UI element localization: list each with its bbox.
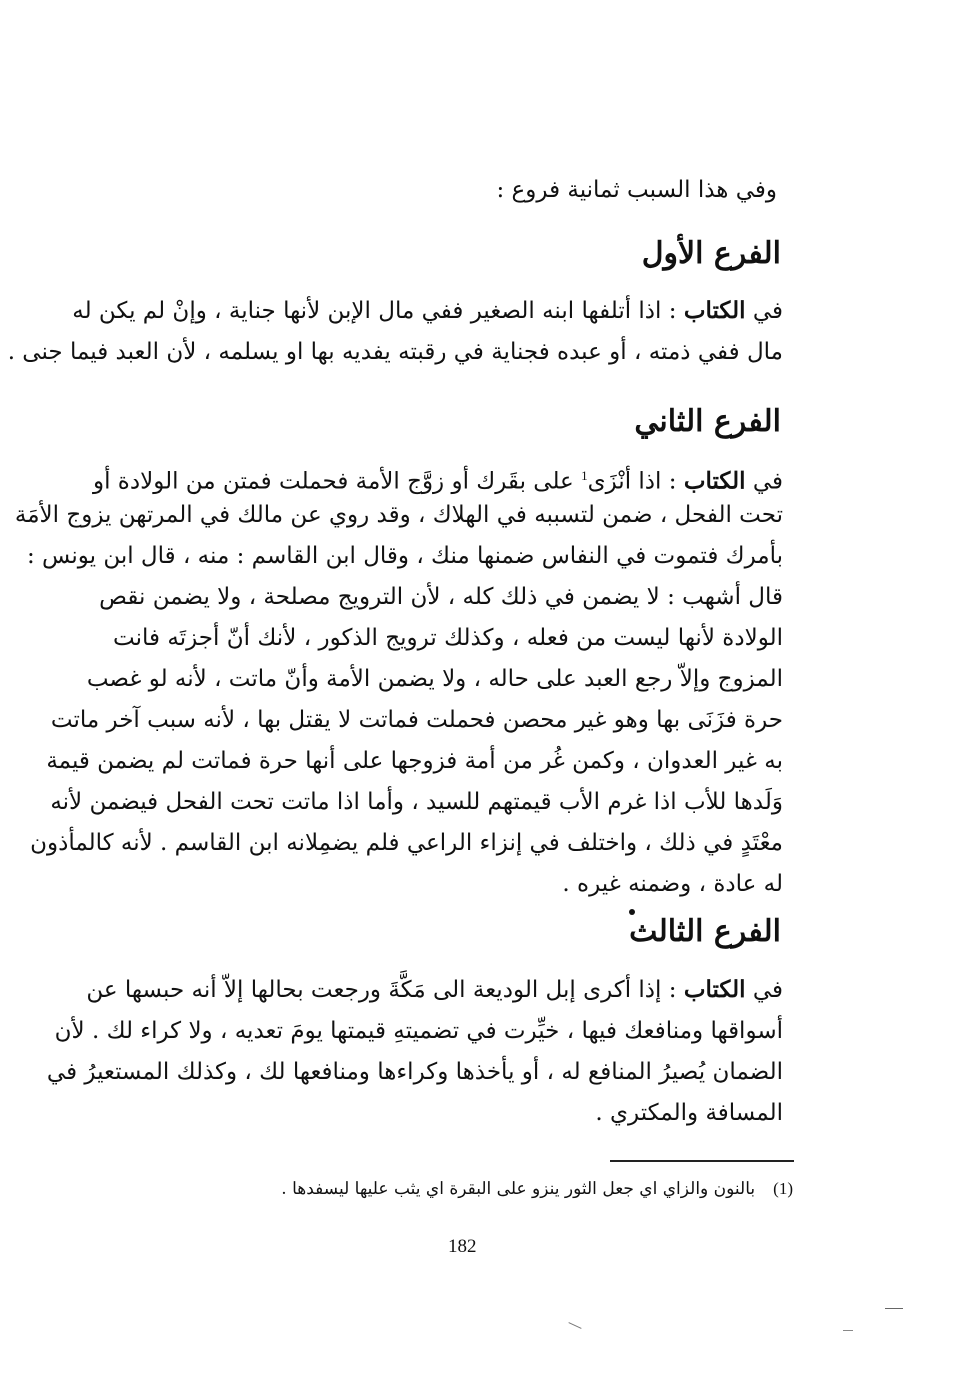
section-2-line-11: له عادة ، وضمنه غيره . <box>562 871 783 897</box>
section-1-line-2: مال ففي ذمته ، أو عبده فجناية في رقبته يفديه بها او يسلمه ، لأن العبد فيما جنى . <box>7 339 783 365</box>
keyword-kitab: الكتاب <box>683 467 746 495</box>
section-heading-2: الفرع الثاني <box>634 404 781 439</box>
footnote-reference[interactable]: 1 <box>581 468 588 483</box>
section-3-line-1: في الكتاب : إذا أكرى إبل الوديعة الى مَكَّةَ ورجعت بحالها إلاّ أنه حبسها عن <box>86 976 783 1003</box>
footnote-text: بالنون والزاي اي جعل الثور ينزو على البقرة اي يثب عليها ليسفدها . <box>281 1179 756 1199</box>
footnote-marker: (1) <box>773 1179 793 1198</box>
footnote-separator <box>610 1160 794 1162</box>
footnote <box>281 1176 793 1202</box>
page-number: 182 <box>448 1236 477 1257</box>
section-heading-3: الفرع الثالث <box>629 914 781 949</box>
section-3-line-2: أسواقها ومنافعك فيها ، خيِّرت في تضميتهِ قيمتها يومَ تعديه ، ولا كراء لك . لأن <box>54 1018 783 1044</box>
section-2-line-4: قال أشهب : لا يضمن في ذلك كله ، لأن الترويج مصلحة ، ولا يضمن نقص <box>99 584 783 610</box>
section-2-line-5: الولادة لأنها ليست من فعله ، وكذلك ترويج الذكور ، لأنك أنّ أجزتَه فانت <box>113 625 783 651</box>
section-2-line-6: المزوج وإلاّ رجع العبد على حاله ، ولا يضمن الأمة وأنّ ماتت ، لأنه لو غصب <box>86 666 783 692</box>
section-2-line-3: بأمرك فتموت في النفاس ضمنها منك ، وقال ابن القاسم : منه ، قال ابن يونس : <box>26 543 783 569</box>
section-3-line-4: المسافة والمكتري . <box>595 1100 783 1126</box>
section-2-line-1: في الكتاب : اذا أنْزَى$^1$ على بقَرك أو زوَّج الأمة فحملت فمتن من الولادة أو <box>92 467 783 495</box>
intro-line: وفي هذا السبب ثمانية فروع : <box>496 177 777 203</box>
keyword-kitab: الكتاب <box>683 297 746 324</box>
section-2-line-7: حرة فزَنَى بها وهو غير محصن فحملت فماتت لا يقتل بها ، لأنه سبب آخر ماتت <box>50 707 783 733</box>
scan-mark <box>885 1308 903 1309</box>
section-2-line-2: تحت الفحل ، ضمن لتسببه في الهلاك ، وقد روي عن مالك في المرتهن يزوج الأمَة <box>14 502 783 528</box>
section-2-line-8: به غير العدوان ، وكمن غُر من أمة فزوجها على أنها حرة فماتت لم يضمن قيمة <box>46 748 783 774</box>
scan-mark <box>568 1322 581 1329</box>
section-heading-1: الفرع الأول <box>641 236 781 271</box>
section-3-line-3: الضمان يُصيرُ المنافع له ، أو يأخذها وكراءها ومنافعها لك ، وكذلك المستعيرُ في <box>46 1059 783 1085</box>
scan-mark <box>843 1330 853 1331</box>
keyword-kitab: الكتاب <box>683 976 746 1003</box>
section-1-line-1: في الكتاب : اذا أتلفها ابنه الصغير ففي مال الإبن لأنها جناية ، وإنْ لم يكن له <box>72 297 783 324</box>
section-2-line-9: وَلَدها للأب اذا غرم الأب قيمتهم للسيد ، وأما اذا ماتت تحت الفحل فيضمن لأنه <box>50 789 783 815</box>
section-2-line-10: معْتَدٍ في ذلك ، واختلف في إنزاء الراعي فلم يضمِلانه ابن القاسم . لأنه كالمأذون <box>30 830 783 856</box>
